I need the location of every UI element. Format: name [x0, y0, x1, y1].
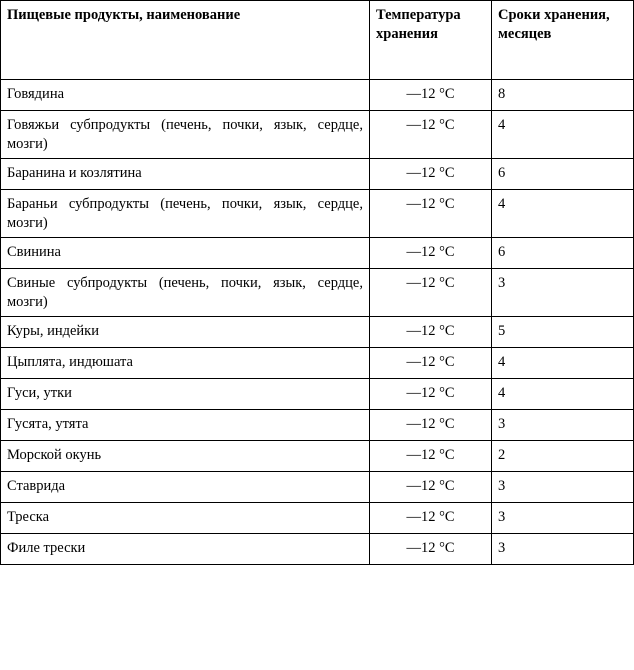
- cell-temperature: —12 °С: [370, 159, 492, 190]
- table-row: [1, 159, 634, 190]
- table-row: [1, 472, 634, 503]
- column-header-term: Сроки хранения, месяцев: [492, 1, 634, 80]
- cell-temperature: —12 °С: [370, 410, 492, 441]
- cell-term: 4: [492, 190, 634, 238]
- cell-term: 3: [492, 269, 634, 317]
- cell-product-name: Баранина и козлятина: [1, 159, 370, 190]
- cell-temperature: —12 °С: [370, 503, 492, 534]
- cell-product-name: Филе трески: [1, 534, 370, 565]
- cell-product-name: Бараньи субпродукты (печень, почки, язык, сердце, мозги): [1, 190, 370, 238]
- cell-term: 3: [492, 503, 634, 534]
- cell-term: 4: [492, 379, 634, 410]
- cell-product-name: Треска: [1, 503, 370, 534]
- cell-product-name: Говядина: [1, 80, 370, 111]
- cell-temperature: —12 °С: [370, 80, 492, 111]
- cell-temperature: —12 °С: [370, 348, 492, 379]
- table-row: [1, 80, 634, 111]
- cell-term: 6: [492, 159, 634, 190]
- cell-term: 4: [492, 348, 634, 379]
- table-row: [1, 111, 634, 159]
- cell-temperature: —12 °С: [370, 269, 492, 317]
- cell-term: 2: [492, 441, 634, 472]
- table-row: [1, 441, 634, 472]
- cell-term: 6: [492, 238, 634, 269]
- cell-product-name: Морской окунь: [1, 441, 370, 472]
- cell-term: 3: [492, 410, 634, 441]
- cell-product-name: Ставрида: [1, 472, 370, 503]
- cell-temperature: —12 °С: [370, 238, 492, 269]
- cell-temperature: —12 °С: [370, 317, 492, 348]
- cell-temperature: —12 °С: [370, 441, 492, 472]
- cell-product-name: Гусята, утята: [1, 410, 370, 441]
- table-header-row: [1, 1, 634, 80]
- cell-product-name: Свинина: [1, 238, 370, 269]
- table-row: [1, 317, 634, 348]
- cell-term: 3: [492, 534, 634, 565]
- table-row: [1, 503, 634, 534]
- table-row: [1, 348, 634, 379]
- table-body: [1, 80, 634, 565]
- cell-term: 4: [492, 111, 634, 159]
- cell-product-name: Свиные субпродукты (печень, почки, язык, сердце, мозги): [1, 269, 370, 317]
- table-row: [1, 379, 634, 410]
- table-header: [1, 1, 634, 80]
- table-row: [1, 269, 634, 317]
- table-row: [1, 190, 634, 238]
- column-header-temperature: Температура хранения: [370, 1, 492, 80]
- cell-term: 3: [492, 472, 634, 503]
- column-header-name: Пищевые продукты, наименование: [1, 1, 370, 80]
- cell-temperature: —12 °С: [370, 379, 492, 410]
- table-row: [1, 410, 634, 441]
- table-row: [1, 238, 634, 269]
- table-row: [1, 534, 634, 565]
- cell-temperature: —12 °С: [370, 472, 492, 503]
- cell-product-name: Гуси, утки: [1, 379, 370, 410]
- cell-temperature: —12 °С: [370, 111, 492, 159]
- cell-product-name: Куры, индейки: [1, 317, 370, 348]
- cell-product-name: Цыплята, индюшата: [1, 348, 370, 379]
- cell-term: 8: [492, 80, 634, 111]
- cell-product-name: Говяжьи субпродукты (печень, почки, язык, сердце, мозги): [1, 111, 370, 159]
- cell-temperature: —12 °С: [370, 534, 492, 565]
- cell-term: 5: [492, 317, 634, 348]
- cell-temperature: —12 °С: [370, 190, 492, 238]
